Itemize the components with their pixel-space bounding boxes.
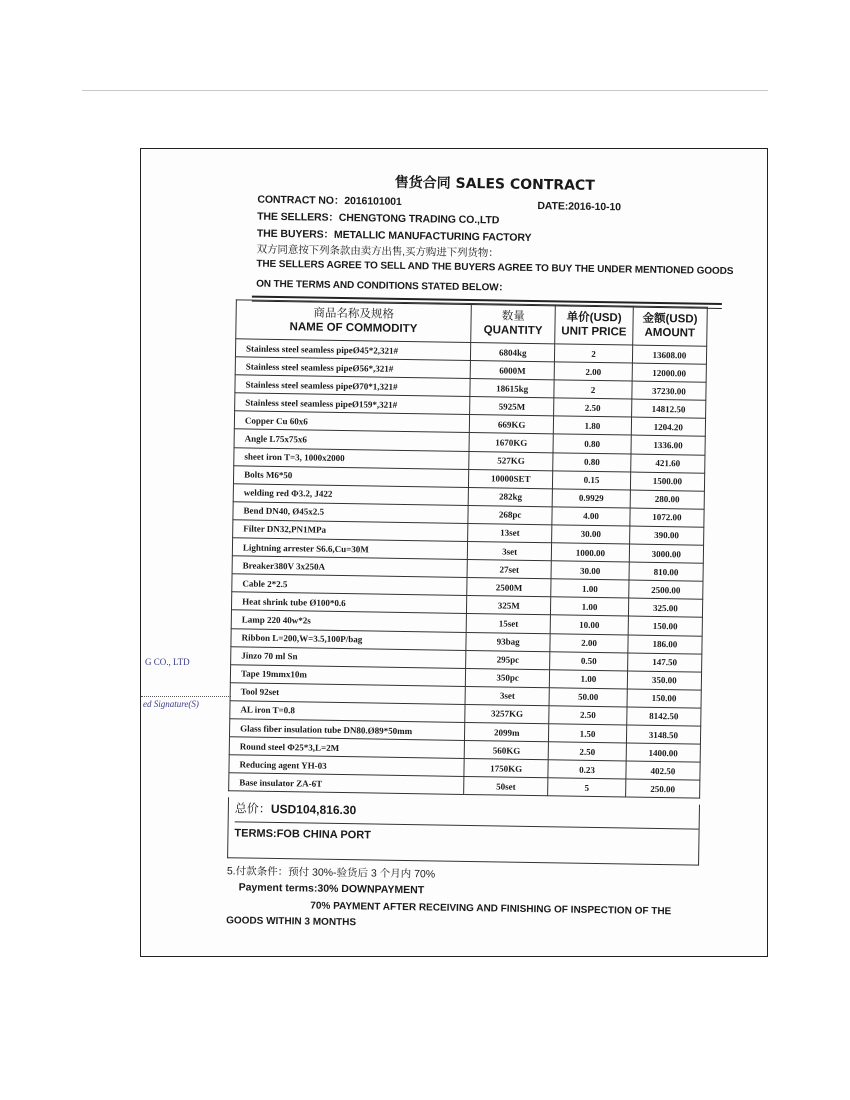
commodity-cell: Copper Cu 60x6 [234,411,469,433]
amount-cell: 3148.50 [626,725,700,744]
payment-terms-line3: GOODS WITHIN 3 MONTHS [226,915,357,929]
quantity-cell: 10000SET [469,469,553,488]
quantity-cell: 282kg [468,487,552,506]
amount-cell: 1204.20 [631,417,705,436]
unit-price-cell: 0.80 [553,452,631,471]
unit-price-cell: 1.80 [554,416,632,435]
commodity-cell: Stainless steel seamless pipeØ70*1,321# [235,375,470,397]
side-company-fragment: G CO., LTD [145,657,190,667]
amount-cell: 402.50 [626,761,700,780]
header-commodity-cn: 商品名称及规格 [313,307,395,321]
sellers-label: THE SELLERS： [257,210,339,224]
quantity-cell: 18615kg [470,379,554,398]
quantity-cell: 50set [464,777,548,796]
amount-cell: 350.00 [627,671,701,690]
commodity-cell: Round steel Φ25*3,L=2M [229,737,464,759]
amount-cell: 13608.00 [632,345,706,364]
top-divider [82,90,768,91]
contract-number-label: CONTRACT NO： [257,193,345,208]
contract-number-line [257,192,402,209]
commodity-cell: Jinzo 70 ml Sn [231,646,466,668]
amount-cell: 1336.00 [631,436,705,455]
unit-price-cell: 0.80 [553,434,631,453]
quantity-cell: 527KG [469,451,553,470]
scanned-contract-image [140,148,768,957]
unit-price-cell: 2.50 [548,742,626,761]
contract-date-label: DATE: [537,200,569,213]
quantity-cell: 560KG [464,741,548,760]
commodity-cell: Reducing agent YH-03 [229,755,464,777]
quantity-cell: 3set [467,542,551,561]
total-line [235,799,357,818]
commodity-table [228,299,708,799]
header-unit-price-en: UNIT PRICE [561,325,627,339]
unit-price-cell: 30.00 [551,561,629,580]
quantity-cell: 93bag [466,632,550,651]
total-value: USD104,816.30 [270,801,357,818]
amount-cell: 421.60 [630,454,704,473]
amount-cell: 1500.00 [630,472,704,491]
amount-cell: 37230.00 [632,381,706,400]
unit-price-cell: 2.50 [549,706,627,725]
sellers-line [257,209,499,228]
header-quantity [471,304,556,344]
unit-price-cell: 1.50 [549,724,627,743]
amount-cell: 280.00 [630,490,704,509]
header-commodity [236,300,472,343]
header-commodity-en: NAME OF COMMODITY [289,321,418,336]
contract-number: 2016101001 [344,195,402,208]
amount-cell: 150.00 [628,616,702,635]
commodity-cell: Tape 19mmx10m [230,664,465,686]
payment-terms-cn: 5.付款条件：预付 30%-验货后 3 个月内 70% [226,865,436,881]
unit-price-cell: 1.00 [551,579,629,598]
quantity-cell: 6804kg [471,343,555,362]
quantity-cell: 1750KG [464,759,548,778]
total-label: 总价： [234,801,271,816]
quantity-cell: 3257KG [465,704,549,723]
contract-date-line [537,200,621,213]
commodity-cell: Base insulator ZA-6T [229,773,464,795]
amount-cell: 1400.00 [626,743,700,762]
amount-cell: 250.00 [625,779,699,798]
amount-cell: 14812.50 [631,399,705,418]
quantity-cell: 13set [468,523,552,542]
commodity-cell: Stainless steel seamless pipeØ56*,321# [235,357,470,379]
unit-price-cell: 30.00 [552,525,630,544]
amount-cell: 390.00 [629,526,703,545]
quantity-cell: 6000M [470,361,554,380]
unit-price-cell: 2 [555,344,633,363]
header-amount-en: AMOUNT [644,326,696,340]
agreement-en-line1: THE SELLERS AGREE TO SELL AND THE BUYERS AGREE TO BUY THE UNDER MENTIONED GOODS [256,258,734,278]
commodity-cell: AL iron T=0.8 [230,701,465,723]
unit-price-cell: 5 [548,778,626,797]
header-unit-price-cn: 单价(USD) [566,311,622,325]
quantity-cell: 2500M [467,578,551,597]
contract-title: 售货合同 SALES CONTRACT [394,174,595,194]
amount-cell: 325.00 [628,598,702,617]
quantity-cell: 350pc [465,668,549,687]
unit-price-cell: 1.00 [551,597,629,616]
commodity-cell: Lamp 220 40w*2s [231,610,466,632]
quantity-cell: 295pc [466,650,550,669]
unit-price-cell: 4.00 [552,507,630,526]
terms-text: TERMS:FOB CHINA PORT [234,827,372,842]
commodity-cell: sheet iron T=3, 1000x2000 [234,447,469,469]
unit-price-cell: 1.00 [550,669,628,688]
commodity-cell: Lightning arrester S6.6,Cu=30M [232,538,467,560]
amount-cell: 150.00 [627,689,701,708]
payment-terms-line2: 70% PAYMENT AFTER RECEIVING AND FINISHING OF INSPECTION OF THE [310,900,672,918]
unit-price-cell: 0.15 [553,470,631,489]
unit-price-cell: 10.00 [550,615,628,634]
unit-price-cell: 2.00 [554,362,632,381]
amount-cell: 3000.00 [629,544,703,563]
unit-price-cell: 1000.00 [552,543,630,562]
agreement-cn: 双方同意按下列条款由卖方出售,买方购进下列货物： [256,243,499,260]
amount-cell: 186.00 [628,635,702,654]
unit-price-cell: 0.9929 [552,489,630,508]
amount-cell: 8142.50 [627,707,701,726]
header-unit-price [555,305,633,345]
unit-price-cell: 2.50 [554,398,632,417]
amount-cell: 147.50 [627,653,701,672]
unit-price-cell: 0.50 [550,651,628,670]
unit-price-cell: 2.00 [550,633,628,652]
quantity-cell: 268pc [468,505,552,524]
quantity-cell: 5925M [470,397,554,416]
amount-cell: 1072.00 [630,508,704,527]
commodity-cell: Bend DN40, Ø45x2.5 [233,502,468,524]
total-terms-box [227,797,700,865]
sellers-name: CHENGTONG TRADING CO.,LTD [338,211,500,227]
table-body [229,339,707,799]
side-signature-fragment: ed Signature(S) [143,699,199,709]
buyers-name: METALLIC MANUFACTURING FACTORY [333,228,532,244]
commodity-cell: Angle L75x75x6 [234,429,469,451]
header-amount-cn: 金额(USD) [642,312,698,326]
commodity-cell: Stainless steel seamless pipeØ45*2,321# [235,339,470,361]
quantity-cell: 2099m [465,722,549,741]
commodity-cell: Stainless steel seamless pipeØ159*,321# [235,393,470,415]
unit-price-cell: 0.23 [548,760,626,779]
amount-cell: 810.00 [629,562,703,581]
amount-cell: 12000.00 [632,363,706,382]
quantity-cell: 15set [466,614,550,633]
commodity-cell: Filter DN32,PN1MPa [233,520,468,542]
amount-cell: 2500.00 [628,580,702,599]
commodity-cell: Ribbon L=200,W=3.5,100P/bag [231,628,466,650]
quantity-cell: 669KG [469,415,553,434]
commodity-cell: Tool 92set [230,683,465,705]
contract-date: 2016-10-10 [568,200,621,214]
commodity-cell: Breaker380V 3x250A [232,556,467,578]
header-quantity-en: QUANTITY [483,324,543,338]
quantity-cell: 1670KG [469,433,553,452]
agreement-en-line2: ON THE TERMS AND CONDITIONS STATED BELOW： [256,278,509,294]
commodity-cell: welding red Φ3.2, J422 [233,484,468,506]
contract-page [140,148,768,957]
commodity-cell: Glass fiber insulation tube DN80.Ø89*50mm [229,719,464,741]
quantity-cell: 325M [467,596,551,615]
commodity-cell: Cable 2*2.5 [232,574,467,596]
header-amount [632,306,707,346]
commodity-cell: Bolts M6*50 [233,465,468,487]
header-quantity-cn: 数量 [501,310,525,323]
commodity-cell: Heat shrink tube Ø100*0.6 [231,592,466,614]
quantity-cell: 27set [467,560,551,579]
quantity-cell: 3set [465,686,549,705]
unit-price-cell: 2 [554,380,632,399]
buyers-label: THE BUYERS： [256,227,335,241]
unit-price-cell: 50.00 [549,688,627,707]
payment-terms-line1: Payment terms:30% DOWNPAYMENT [238,881,425,897]
